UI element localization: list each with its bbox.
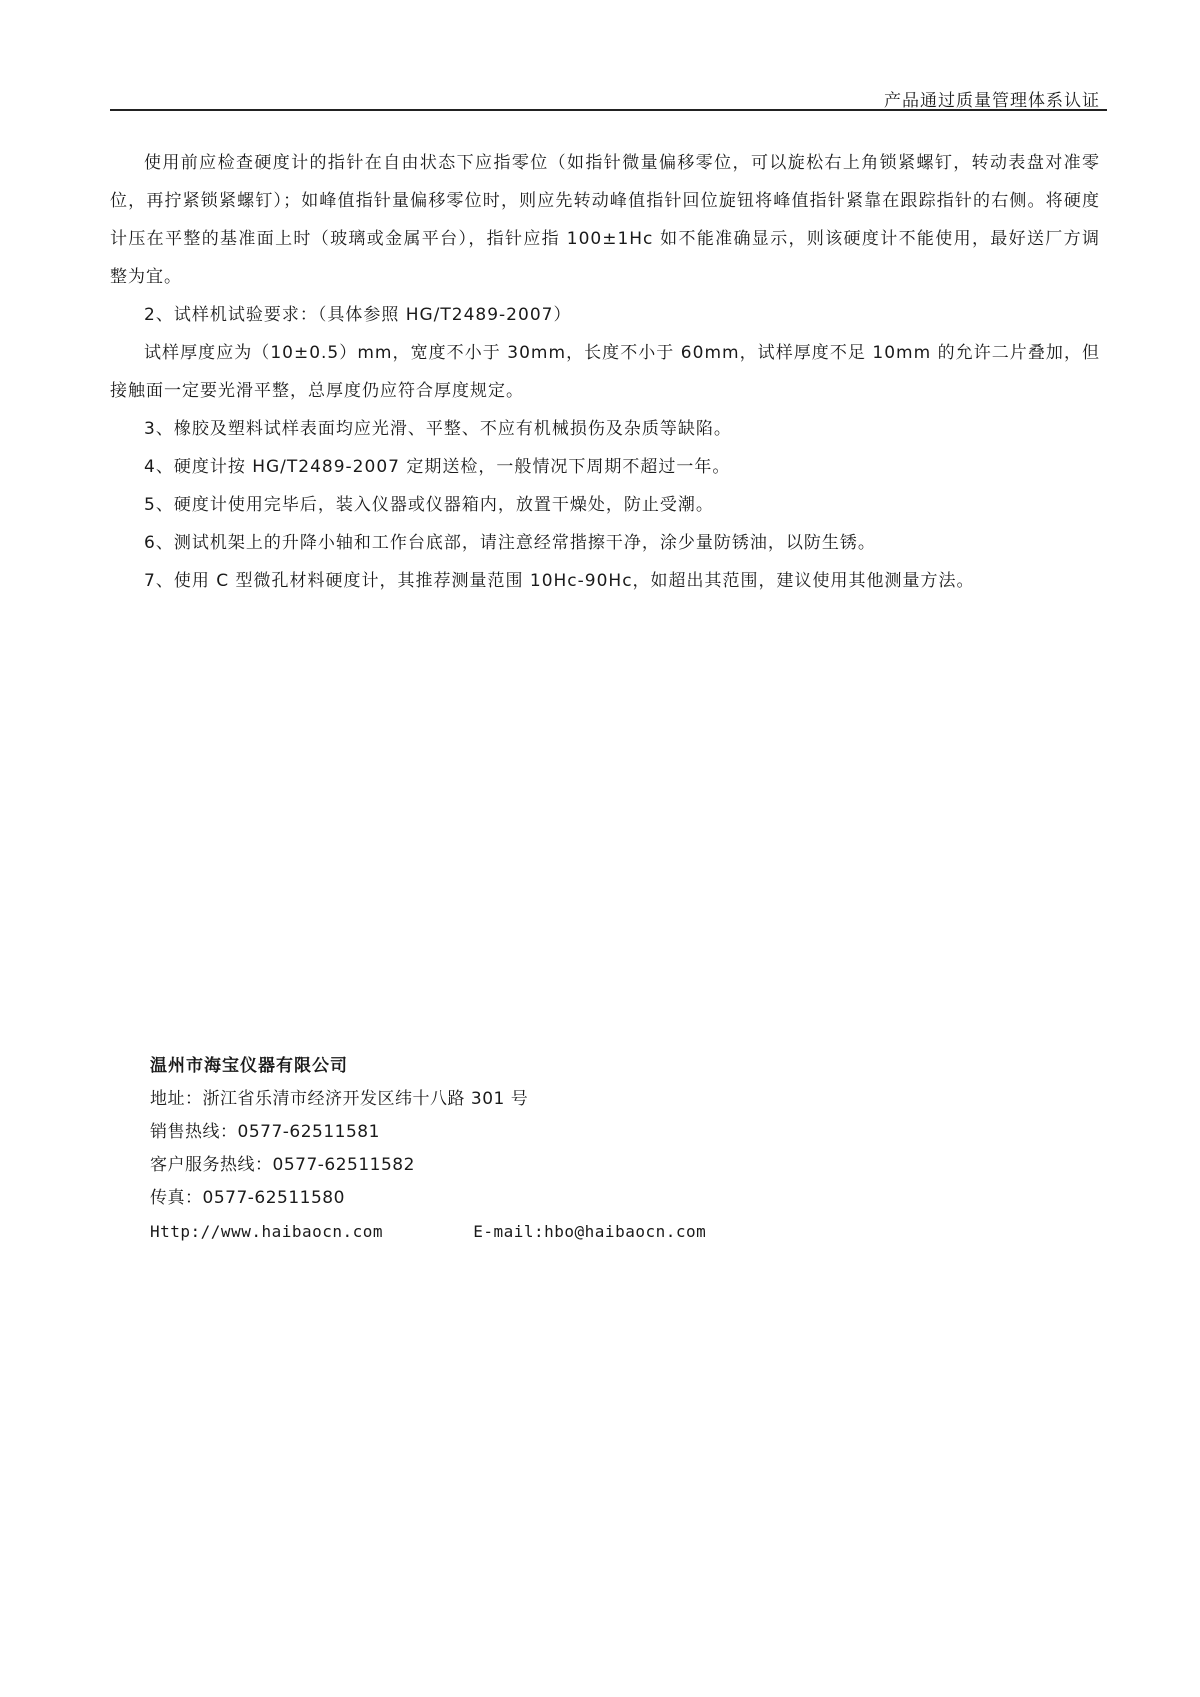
header-divider bbox=[110, 109, 1107, 111]
paragraph-maintenance: 6、测试机架上的升降小轴和工作台底部，请注意经常揩擦干净，涂少量防锈油，以防生锈。 bbox=[144, 533, 876, 553]
fax-number: 传真：0577-62511580 bbox=[150, 1188, 345, 1208]
paragraph-specimen-surface: 3、橡胶及塑料试样表面均应光滑、平整、不应有机械损伤及杂质等缺陷。 bbox=[144, 419, 732, 439]
paragraph-measurement-range: 7、使用 C 型微孔材料硬度计，其推荐测量范围 10Hc-90Hc，如超出其范围，建议使用其他测量方法。 bbox=[144, 571, 975, 591]
company-contact-block bbox=[150, 1050, 850, 1248]
instructions-body bbox=[110, 144, 1100, 600]
website-link[interactable]: Http://www.haibaocn.com bbox=[150, 1222, 384, 1241]
header-certification-text: 产品通过质量管理体系认证 bbox=[884, 91, 1100, 111]
paragraph-specimen-requirements-heading: 2、试样机试验要求：（具体参照 HG/T2489-2007） bbox=[144, 305, 572, 325]
email-link[interactable]: E-mail:hbo@haibaocn.com bbox=[473, 1222, 707, 1241]
sales-hotline: 销售热线：0577-62511581 bbox=[150, 1122, 380, 1142]
web-contact-row bbox=[150, 1215, 850, 1248]
paragraph-zero-check: 使用前应检查硬度计的指针在自由状态下应指零位（如指针微量偏移零位，可以旋松右上角锁紧螺钉，转动表盘对准零位，再拧紧锁紧螺钉）；如峰值指针量偏移零位时，则应先转动峰值指针回位旋钮将峰值指针紧靠在跟踪指针的右侧。将硬度计压在平整的基准面上时（玻璃或金属平台），指针应指 100±1Hc 如不能准确显示，则该硬度计不能使用，最好送厂方调整为宜。 bbox=[110, 153, 1100, 287]
company-address: 地址：浙江省乐清市经济开发区纬十八路 301 号 bbox=[150, 1089, 529, 1109]
paragraph-specimen-thickness: 试样厚度应为（10±0.5）mm，宽度不小于 30mm，长度不小于 60mm，试样厚度不足 10mm 的允许二片叠加，但接触面一定要光滑平整，总厚度仍应符合厚度规定。 bbox=[110, 343, 1100, 401]
paragraph-storage: 5、硬度计使用完毕后，装入仪器或仪器箱内，放置干燥处，防止受潮。 bbox=[144, 495, 714, 515]
company-name: 温州市海宝仪器有限公司 bbox=[150, 1056, 348, 1076]
service-hotline: 客户服务热线：0577-62511582 bbox=[150, 1155, 415, 1175]
paragraph-calibration-cycle: 4、硬度计按 HG/T2489-2007 定期送检，一般情况下周期不超过一年。 bbox=[144, 457, 731, 477]
